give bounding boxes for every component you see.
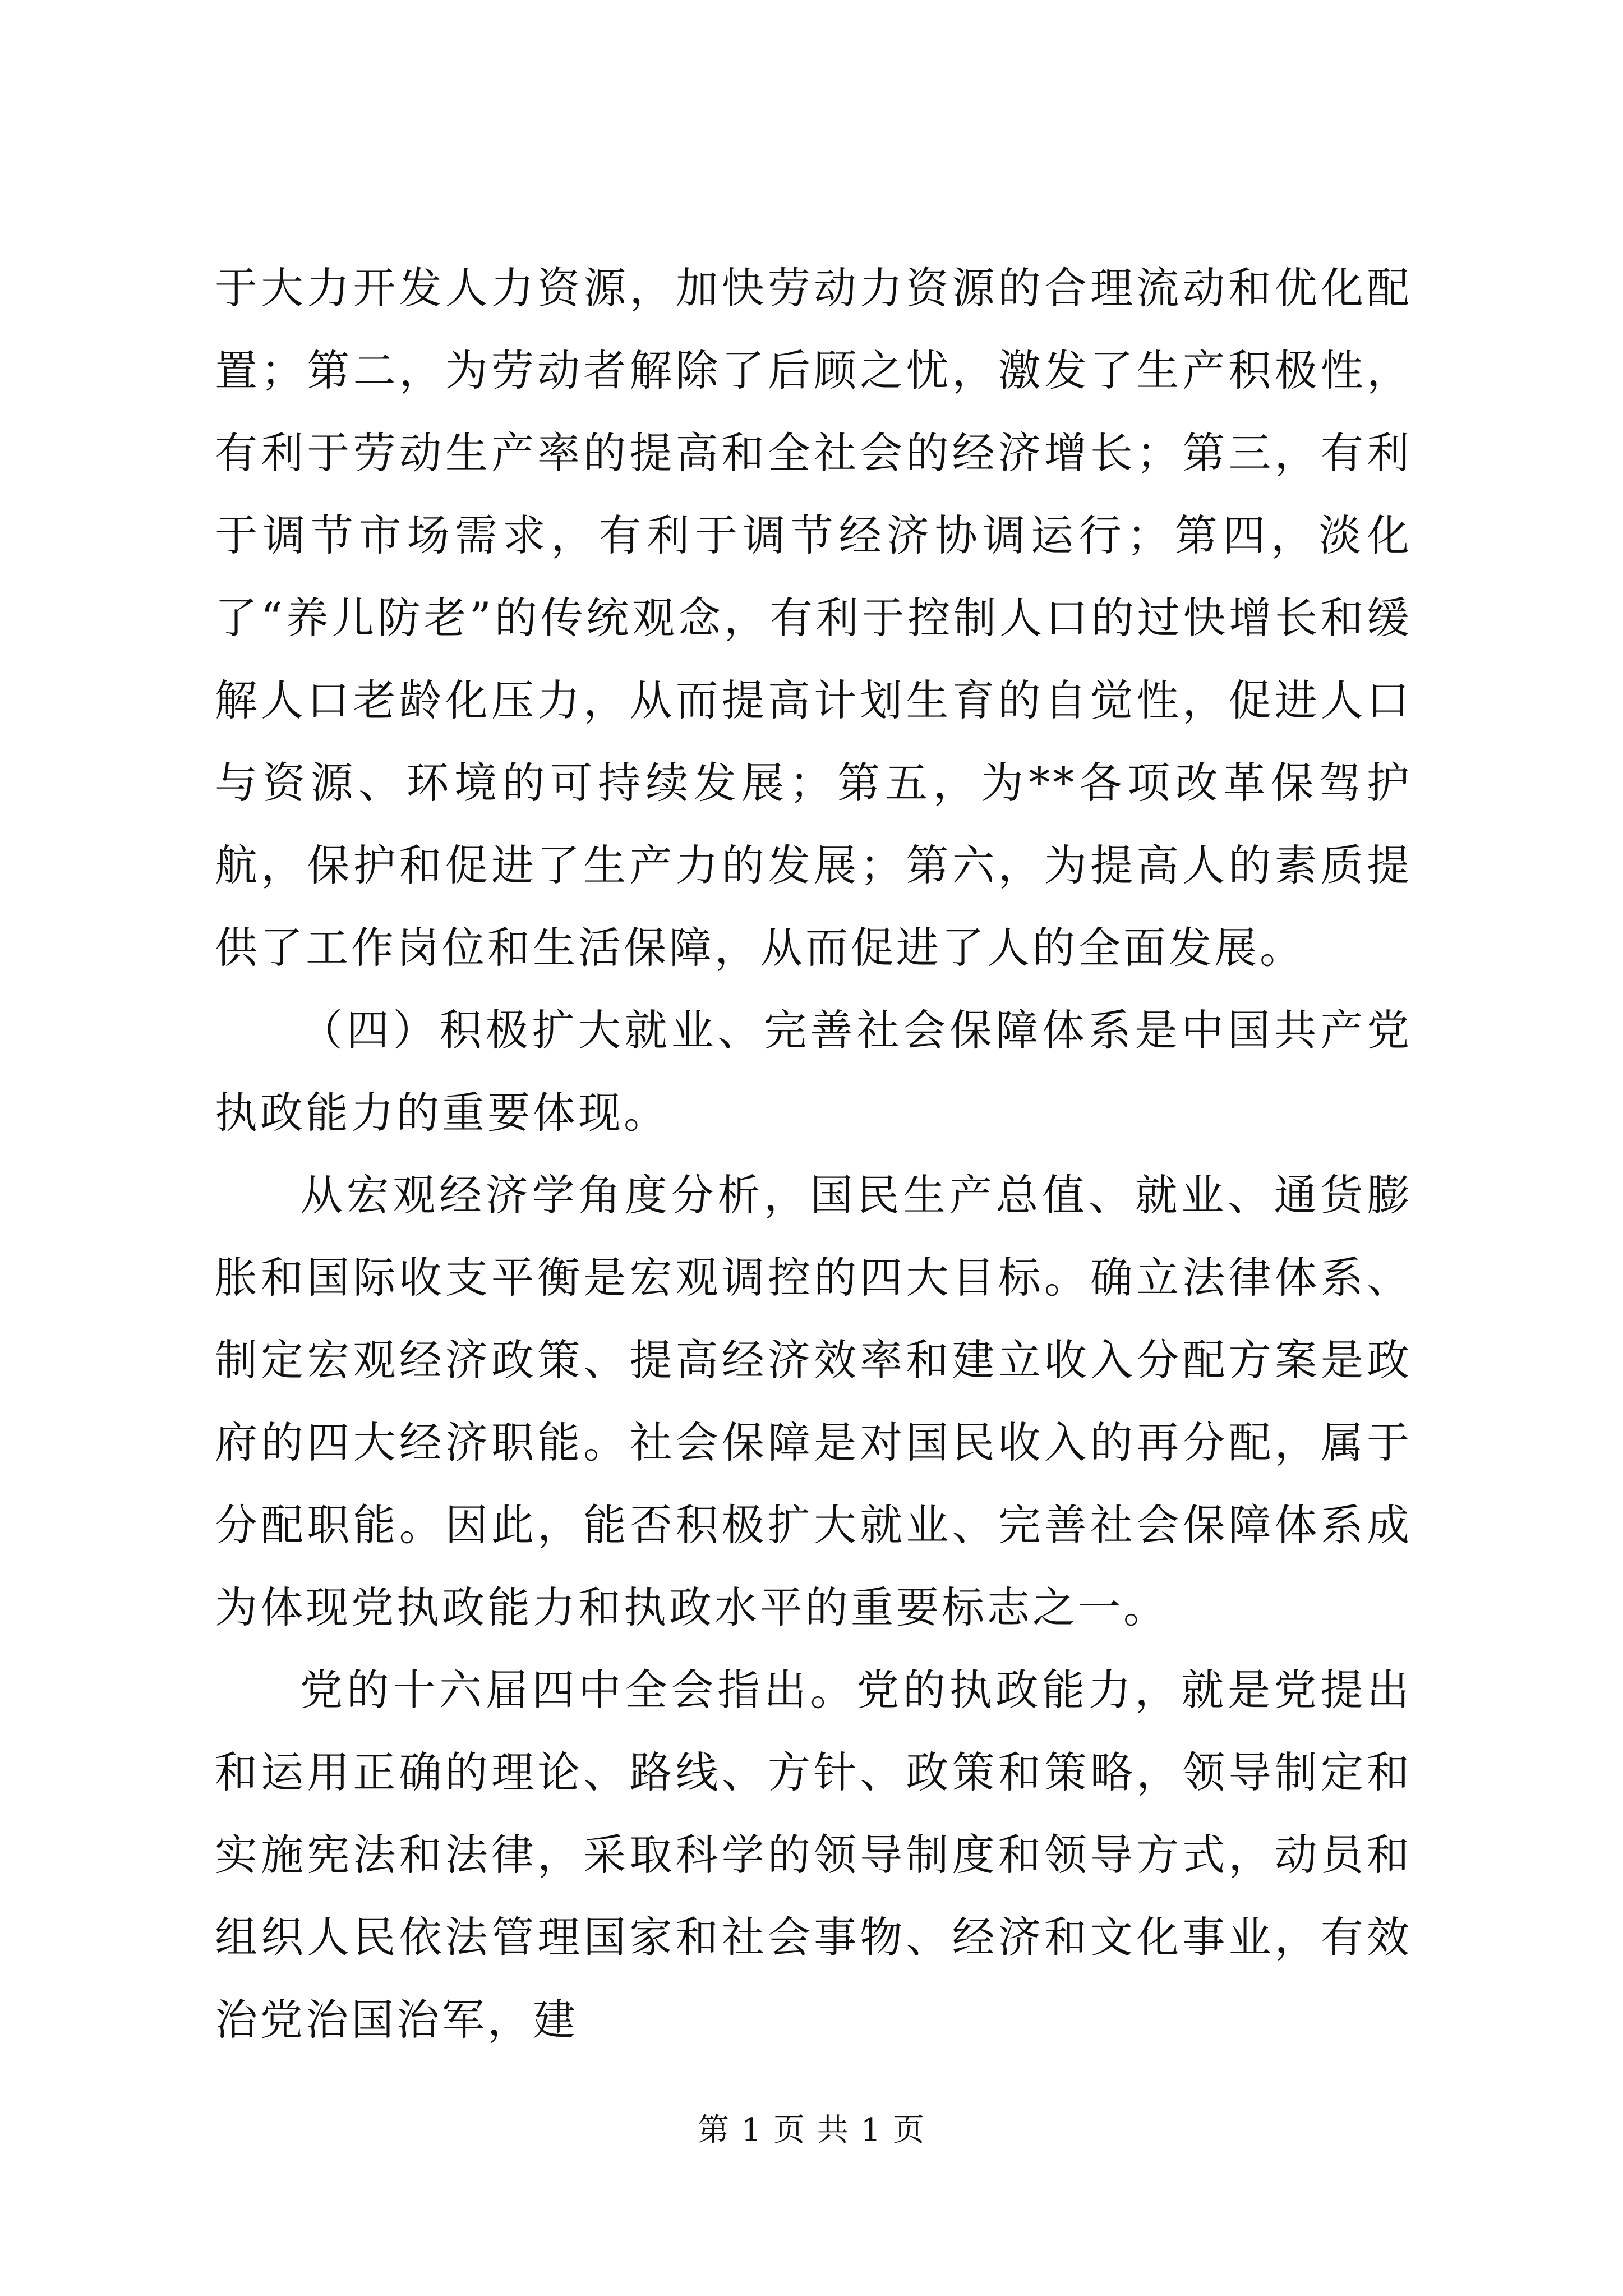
document-body (215, 247, 1412, 2061)
paragraph-plenum: 党的十六届四中全会指出。党的执政能力，就是党提出和运用正确的理论、路线、方针、政策和策略，领导制定和实施宪法和法律，采取科学的领导制度和领导方式，动员和组织人民依法管理国家和社会事物、经济和文化事业，有效治党治国治军，建 (215, 1665, 1412, 2045)
page-number-footer: 第 1 页 共 1 页 (697, 2112, 926, 2148)
paragraph-continuation: 于大力开发人力资源，加快劳动力资源的合理流动和优化配置；第二，为劳动者解除了后顾之忧，激发了生产积极性，有利于劳动生产率的提高和全社会的经济增长；第三，有利于调节市场需求，有利于调节经济协调运行；第四，淡化了“养儿防老”的传统观念，有利于控制人口的过快增长和缓解人口老龄化压力，从而提高计划生育的自觉性，促进人口与资源、环境的可持续发展；第五，为**各项改革保驾护航，保护和促进了生产力的发展；第六，为提高人的素质提供了工作岗位和生活保障，从而促进了人的全面发展。 (215, 263, 1412, 973)
paragraph-section-heading: （四）积极扩大就业、完善社会保障体系是中国共产党执政能力的重要体现。 (215, 1005, 1412, 1138)
paragraph-macroeconomics: 从宏观经济学角度分析，国民生产总值、就业、通货膨胀和国际收支平衡是宏观调控的四大目标。确立法律体系、制定宏观经济政策、提高经济效率和建立收入分配方案是政府的四大经济职能。社会保障是对国民收入的再分配，属于分配职能。因此，能否积极扩大就业、完善社会保障体系成为体现党执政能力和执政水平的重要标志之一。 (215, 1170, 1412, 1632)
